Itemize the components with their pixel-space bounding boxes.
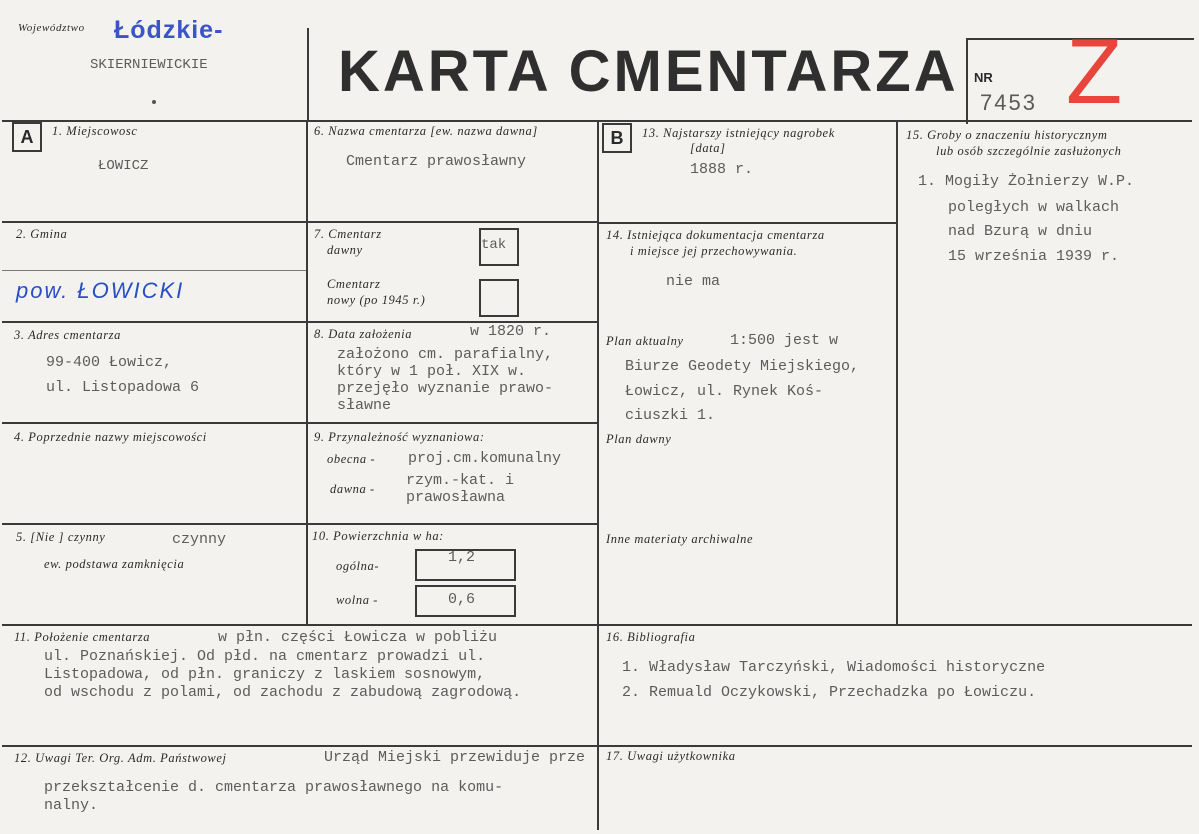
field-11-line4: od wschodu z polami, od zachodu z zabudową zagrodową. — [44, 684, 522, 701]
old-voivodeship: SKIERNIEWICKIE — [90, 57, 208, 73]
field-9-label: 9. Przynależność wyznaniowa: — [314, 430, 485, 444]
field-9-former-line2: prawosławna — [406, 489, 506, 506]
field-7-label: 7. Cmentarz — [314, 227, 382, 241]
field-12-line3: nalny. — [44, 797, 99, 814]
field-3-label: 3. Adres cmentarza — [14, 328, 121, 342]
field-5-label2: ew. podstawa zamknięcia — [44, 557, 185, 571]
field-15-line1: 1. Mogiły Żołnierzy W.P. — [918, 173, 1135, 190]
plan-current-line2: Biurze Geodety Miejskiego, — [625, 358, 860, 375]
other-materials-label: Inne materiaty archiwalne — [606, 532, 754, 546]
field-6-label: 6. Nazwa cmentarza [ew. nazwa dawna] — [314, 124, 538, 138]
old-checkbox-value: tak — [481, 237, 507, 253]
field-13-label2: [data] — [690, 141, 726, 155]
field-10-label: 10. Powierzchnia w ha: — [312, 529, 444, 543]
field-8-line3: przejęło wyznanie prawo- — [337, 380, 554, 397]
field-13-label: 13. Najstarszy istniejący nagrobek — [642, 126, 835, 140]
page-title: KARTA CMENTARZA — [338, 39, 959, 104]
field-8-label: 8. Data założenia — [314, 327, 413, 341]
field-14-label: 14. Istniejąca dokumentacja cmentarza — [606, 228, 825, 242]
field-10-total-label: ogólna- — [336, 559, 380, 573]
field-10-free-label: wolna - — [336, 593, 379, 607]
field-11-label: 11. Położenie cmentarza — [14, 630, 151, 644]
plan-current-line4: ciuszki 1. — [625, 407, 716, 424]
plan-current-line3: Łowicz, ul. Rynek Koś- — [625, 383, 824, 400]
new-checkbox — [479, 279, 519, 317]
field-9-former-line1: rzym.-kat. i — [406, 472, 515, 489]
field-15-label2: lub osób szczególnie zasłużonych — [936, 144, 1122, 158]
field-8-line1: założono cm. parafialny, — [337, 346, 554, 363]
nr-mark: Z — [1066, 21, 1123, 123]
field-7-label-old: dawny — [327, 243, 363, 257]
field-8-line2: który w 1 poł. XIX w. — [337, 363, 527, 380]
field-5-value: czynny — [172, 531, 227, 548]
field-1-label: 1. Miejscowosc — [52, 124, 138, 138]
plan-old-label: Plan dawny — [606, 432, 672, 446]
field-15-label: 15. Groby o znaczeniu historycznym — [906, 128, 1108, 142]
voivodeship-value: Łódzkie- — [114, 16, 224, 44]
field-17-label: 17. Uwagi użytkownika — [606, 749, 736, 763]
field-10-free-value: 0,6 — [448, 591, 476, 608]
nr-label: NR — [974, 70, 993, 85]
field-14-label2: i miejsce jej przechowywania. — [630, 244, 798, 258]
field-2-value: pow. ŁOWICKI — [16, 278, 185, 303]
field-6-value: Cmentarz prawosławny — [346, 153, 527, 170]
field-15-line3: nad Bzurą w dniu — [948, 223, 1093, 240]
field-1-value: ŁOWICZ — [98, 158, 149, 174]
field-3-line2: ul. Listopadowa 6 — [46, 379, 200, 396]
field-11-line2: ul. Poznańskiej. Od płd. na cmentarz prowadzi ul. — [44, 648, 486, 665]
field-12-label: 12. Uwagi Ter. Org. Adm. Państwowej — [14, 751, 227, 765]
field-16-label: 16. Bibliografia — [606, 630, 696, 644]
bibliography-item-2: 2. Remuald Oczykowski, Przechadzka po Łowiczu. — [622, 684, 1037, 701]
field-9-former-label: dawna - — [330, 482, 375, 496]
field-11-line3: Listopadowa, od płn. graniczy z laskiem sosnowym, — [44, 666, 486, 683]
voivodeship-label: Województwo — [18, 22, 85, 34]
field-2-label: 2. Gmina — [16, 227, 68, 241]
field-12-line1: Urząd Miejski przewiduje prze — [324, 749, 586, 766]
field-15-line4: 15 września 1939 r. — [948, 248, 1120, 265]
section-b-badge: B — [602, 123, 632, 153]
field-12-line2: przekształcenie d. cmentarza prawosławnego na komu- — [44, 779, 504, 796]
field-15-line2: poległych w walkach — [948, 199, 1120, 216]
field-9-current-label: obecna - — [327, 452, 376, 466]
field-4-label: 4. Poprzednie nazwy miejscowości — [14, 430, 207, 444]
field-11-line1: w płn. części Łowicza w pobliżu — [218, 629, 498, 646]
field-8-value: w 1820 r. — [470, 323, 552, 340]
field-10-total-value: 1,2 — [448, 549, 476, 566]
field-3-line1: 99-400 Łowicz, — [46, 354, 173, 371]
nr-value: 7453 — [980, 90, 1037, 115]
field-13-value: 1888 r. — [690, 161, 754, 178]
field-5-label: 5. [Nie ] czynny — [16, 530, 106, 544]
section-a-badge: A — [12, 122, 42, 152]
field-7-label-new2: nowy (po 1945 r.) — [327, 293, 426, 307]
field-14-value: nie ma — [666, 273, 721, 290]
plan-current-label: Plan aktualny — [606, 334, 684, 348]
field-9-current-value: proj.cm.komunalny — [408, 450, 562, 467]
dot-mark — [152, 100, 156, 104]
field-8-line4: sławne — [337, 397, 392, 414]
field-7-label-new: Cmentarz — [327, 277, 381, 291]
bibliography-item-1: 1. Władysław Tarczyński, Wiadomości historyczne — [622, 659, 1046, 676]
plan-current-line1: 1:500 jest w — [730, 332, 839, 349]
